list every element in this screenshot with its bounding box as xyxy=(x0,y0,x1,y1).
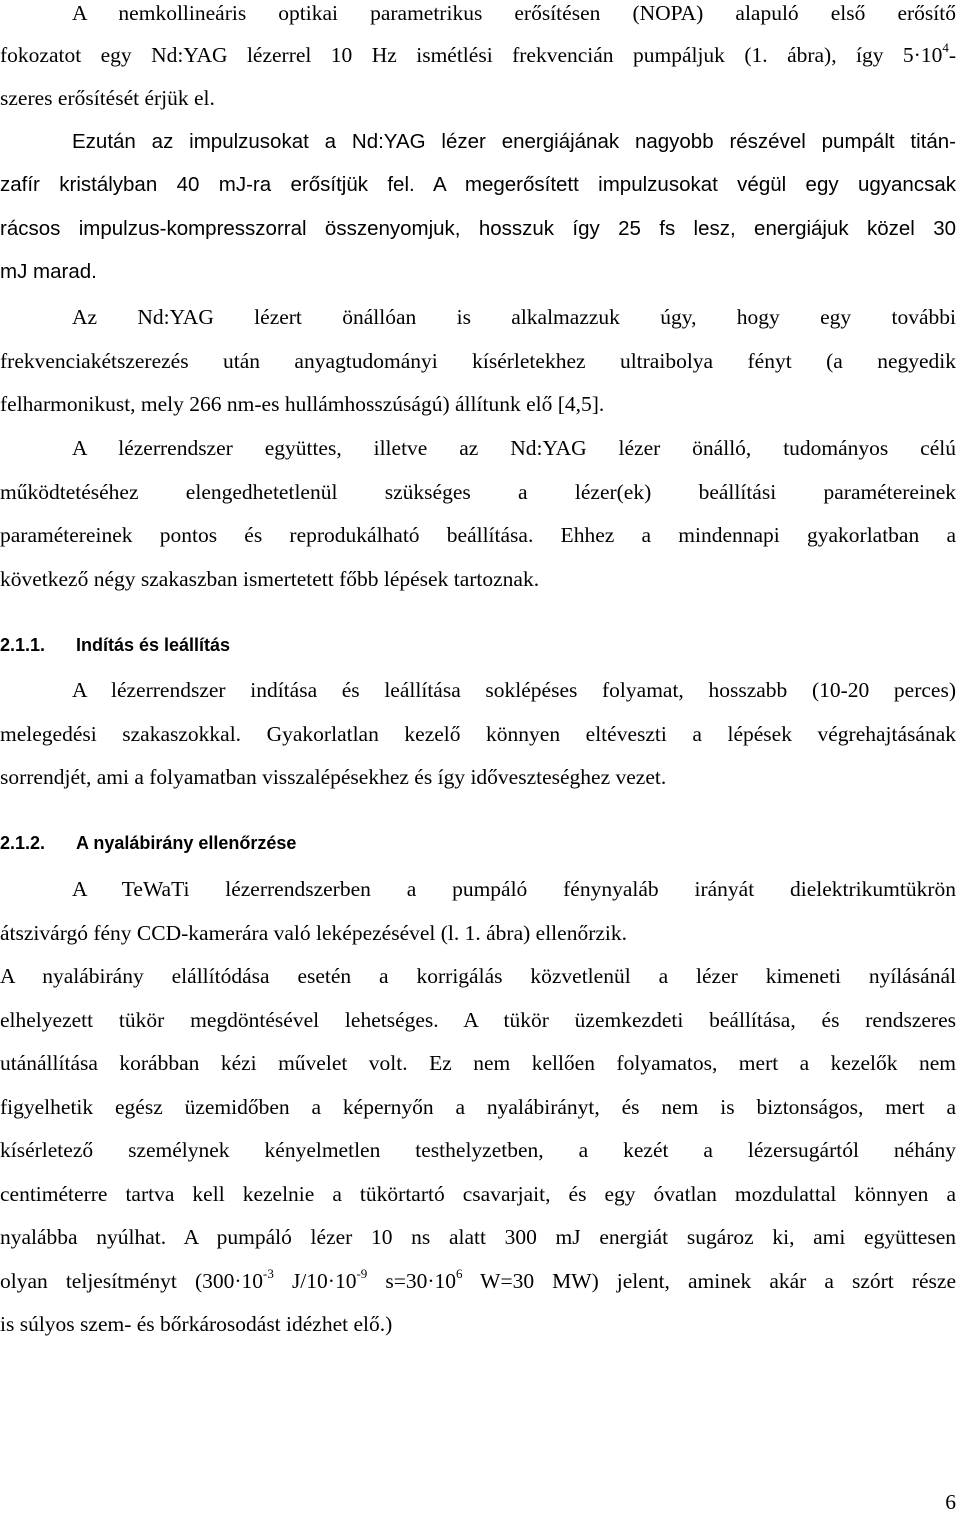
s2-p1-line-1: A TeWaTi lézerrendszerben a pumpáló fénynyaláb irányát dielektrikumtükrön xyxy=(72,877,956,901)
p1-line-2-tail: - xyxy=(948,43,956,67)
p3-line-1: Az Nd:YAG lézert önállóan is alkalmazzuk úgy, hogy egy további xyxy=(72,305,956,329)
s2-p2-line-7: nyalábba nyúlhat. A pumpáló lézer 10 ns alatt 300 mJ energiát sugároz ki, ami együttesen xyxy=(0,1225,956,1249)
s2-p2-line-4: figyelhetik egész üzemidőben a képernyőn a nyalábirányt, és nem is biztonságos, mert a xyxy=(0,1095,956,1119)
p1-line-1: A nemkollineáris optikai parametrikus erősítésen (NOPA) alapuló első erősítő xyxy=(72,1,956,25)
section-number: 2.1.2. xyxy=(0,833,46,853)
p4-line-3: paramétereinek pontos és reprodukálható beállítása. Ehhez a mindennapi gyakorlatban a xyxy=(0,523,956,547)
formula-exp-1: -3 xyxy=(263,1265,274,1281)
formula-part-d: W=30 MW) jelent, aminek akár a szórt része xyxy=(462,1269,956,1293)
formula-exp-2: -9 xyxy=(356,1265,368,1281)
p4-line-4: következő négy szakaszban ismertetett főbb lépések tartoznak. xyxy=(0,567,540,591)
p4-line-2: működtetéséhez elengedhetetlenül szükséges a lézer(ek) beállítási paramétereinek xyxy=(0,480,956,504)
s1-line-2: melegedési szakaszokkal. Gyakorlatlan kezelő könnyen eltéveszti a lépések végrehajtásának xyxy=(0,722,956,746)
p2-line-2: zafír kristályban 40 mJ-ra erősítjük fel. A megerősített impulzusokat végül egy ugyancsak xyxy=(0,173,956,196)
p2-line-4: mJ marad. xyxy=(0,260,97,283)
s2-p2-line-6: centiméterre tartva kell kezelnie a tükörtartó csavarjait, és egy óvatlan mozdulattal könnyen a xyxy=(0,1182,956,1206)
s2-p2-line-5: kísérletező személynek kényelmetlen testhelyzetben, a kezét a lézersugártól néhány xyxy=(0,1138,956,1162)
formula-part-a: olyan teljesítményt (300·10 xyxy=(0,1269,264,1293)
section-heading-2-1-2 xyxy=(0,832,296,854)
s2-p2-line-1: A nyalábirány elállítódása esetén a korrigálás közvetlenül a lézer kimeneti nyílásánál xyxy=(0,964,956,988)
p2-line-3: rácsos impulzus-kompresszorral összenyomjuk, hosszuk így 25 fs lesz, energiájuk közel 30 xyxy=(0,217,956,240)
formula-part-c: s=30·10 xyxy=(367,1269,456,1293)
p1-line-3: szeres erősítését érjük el. xyxy=(0,86,215,110)
section-title: Indítás és leállítás xyxy=(76,635,231,655)
s2-p2-line-3: utánállítása korábban kézi művelet volt. Ez nem kellően folyamatos, mert a kezelők nem xyxy=(0,1051,956,1075)
section-heading-2-1-1 xyxy=(0,634,230,656)
p2-line-1: Ezután az impulzusokat a Nd:YAG lézer energiájának nagyobb részével pumpált titán- xyxy=(72,130,956,153)
p1-line-2 xyxy=(0,39,956,68)
s1-line-1: A lézerrendszer indítása és leállítása soklépéses folyamat, hosszabb (10-20 perces) xyxy=(72,678,956,702)
s2-p2-line-2: elhelyezett tükör megdöntésével lehetséges. A tükör üzemkezdeti beállítása, és rendszeres xyxy=(0,1008,956,1032)
s1-line-3: sorrendjét, ami a folyamatban visszalépésekhez és így időveszteséghez vezet. xyxy=(0,765,667,789)
section-number: 2.1.1. xyxy=(0,635,46,655)
p3-line-3: felharmonikust, mely 266 nm-es hullámhosszúságú) állítunk elő [4,5]. xyxy=(0,392,605,416)
p1-line-2-text: fokozatot egy Nd:YAG lézerrel 10 Hz ismétlési frekvencián pumpáljuk (1. ábra), így 5·10 xyxy=(0,43,943,67)
s2-p2-line-8 xyxy=(0,1265,956,1294)
page-number: 6 xyxy=(945,1490,956,1514)
s2-p1-line-2: átszivárgó fény CCD-kamerára való leképezésével (l. 1. ábra) ellenőrzik. xyxy=(0,921,627,945)
formula-exp-3: 6 xyxy=(456,1265,463,1281)
section-title: A nyalábirány ellenőrzése xyxy=(76,833,297,853)
p4-line-1: A lézerrendszer együttes, illetve az Nd:YAG lézer önálló, tudományos célú xyxy=(72,436,956,460)
formula-part-b: J/10·10 xyxy=(273,1269,357,1293)
p1-exponent: 4 xyxy=(942,39,949,55)
s2-p2-line-9: is súlyos szem- és bőrkárosodást idézhet elő.) xyxy=(0,1312,393,1336)
p3-line-2: frekvenciakétszerezés után anyagtudományi kísérletekhez ultraibolya fényt (a negyedik xyxy=(0,349,956,373)
